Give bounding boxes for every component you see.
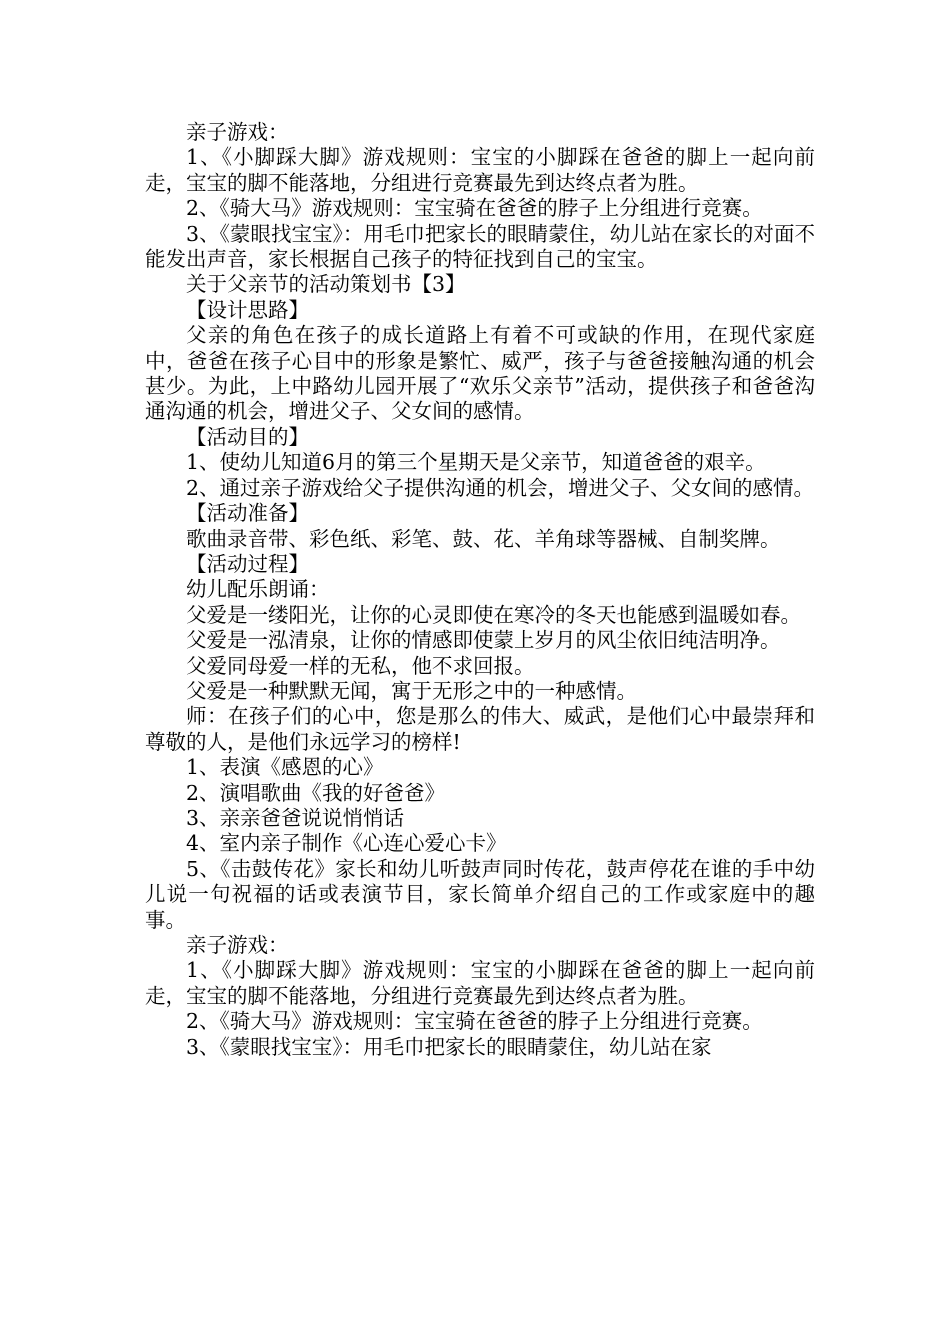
paragraph-preparation-text: 歌曲录音带、彩色纸、彩笔、鼓、花、羊角球等器械、自制奖牌。: [186, 526, 781, 551]
paragraph-design-text: 父亲的角色在孩子的成长道路上有着不可或缺的作用，在现代家庭中，爸爸在孩子心目中的形象是繁忙、威严，孩子与爸爸接触沟通的机会甚少。为此，上中路幼儿园开展了“欢乐父亲节”活动，提供孩子和爸爸沟通沟通的机会，增进父子、父女间的感情。: [145, 323, 815, 424]
paragraph-purpose-2: 2、通过亲子游戏给父子提供沟通的机会，增进父子、父女间的感情。: [186, 475, 815, 500]
paragraph-game-1-repeat: 1、《小脚踩大脚》游戏规则：宝宝的小脚踩在爸爸的脚上一起向前走，宝宝的脚不能落地，分组进行竞赛最先到达终点者为胜。: [145, 958, 815, 1008]
paragraph-heading-process: 【活动过程】: [186, 551, 309, 576]
paragraph-heading-design: 【设计思路】: [186, 297, 309, 322]
paragraph-purpose-1: 1、使幼儿知道6月的第三个星期天是父亲节，知道爸爸的艰辛。: [186, 450, 766, 475]
paragraph-recitation-2: 父爱是一泓清泉，让你的情感即使蒙上岁月的风尘依旧纯洁明净。: [186, 628, 781, 653]
paragraph-program-2: 2、演唱歌曲《我的好爸爸》: [186, 780, 446, 805]
paragraph-recitation-1: 父爱是一缕阳光，让你的心灵即使在寒冷的冬天也能感到温暖如春。: [186, 602, 801, 627]
document-body: [145, 120, 815, 1060]
paragraph-program-4: 4、室内亲子制作《心连心爱心卡》: [186, 831, 507, 856]
paragraph-game-2: 2、《骑大马》游戏规则：宝宝骑在爸爸的脖子上分组进行竞赛。: [186, 196, 763, 221]
paragraph-game-3-repeat: 3、《蒙眼找宝宝》：用毛巾把家长的眼睛蒙住，幼儿站在家: [186, 1034, 712, 1059]
paragraph-section-title: 关于父亲节的活动策划书【3】: [186, 272, 466, 297]
paragraph-recitation-4: 父爱是一种默默无闻，寓于无形之中的一种感情。: [186, 678, 637, 703]
paragraph-heading-parent-child-games: 亲子游戏：: [186, 120, 289, 144]
paragraph-program-3: 3、亲亲爸爸说说悄悄话: [186, 805, 405, 830]
paragraph-recitation-heading: 幼儿配乐朗诵：: [186, 577, 330, 602]
paragraph-program-5: 5、《击鼓传花》家长和幼儿听鼓声同时传花，鼓声停花在谁的手中幼儿说一句祝福的话或表演节目，家长简单介绍自己的工作或家庭中的趣事。: [145, 856, 815, 932]
paragraph-game-2-repeat: 2、《骑大马》游戏规则：宝宝骑在爸爸的脖子上分组进行竞赛。: [186, 1009, 763, 1034]
paragraph-heading-parent-child-games-repeat: 亲子游戏：: [186, 933, 289, 957]
paragraph-heading-purpose: 【活动目的】: [186, 424, 309, 449]
paragraph-game-1: 1、《小脚踩大脚》游戏规则：宝宝的小脚踩在爸爸的脚上一起向前走，宝宝的脚不能落地，分组进行竞赛最先到达终点者为胜。: [145, 145, 815, 195]
paragraph-program-1: 1、表演《感恩的心》: [186, 755, 384, 780]
paragraph-teacher-speech: 师：在孩子们的心中，您是那么的伟大、威武，是他们心中最崇拜和尊敬的人，是他们永远学习的榜样!: [145, 704, 815, 754]
paragraph-game-3: 3、《蒙眼找宝宝》：用毛巾把家长的眼睛蒙住，幼儿站在家长的对面不能发出声音，家长根据自己孩子的特征找到自己的宝宝。: [145, 221, 815, 272]
paragraph-recitation-3: 父爱同母爱一样的无私，他不求回报。: [186, 653, 535, 678]
paragraph-heading-preparation: 【活动准备】: [186, 501, 309, 526]
